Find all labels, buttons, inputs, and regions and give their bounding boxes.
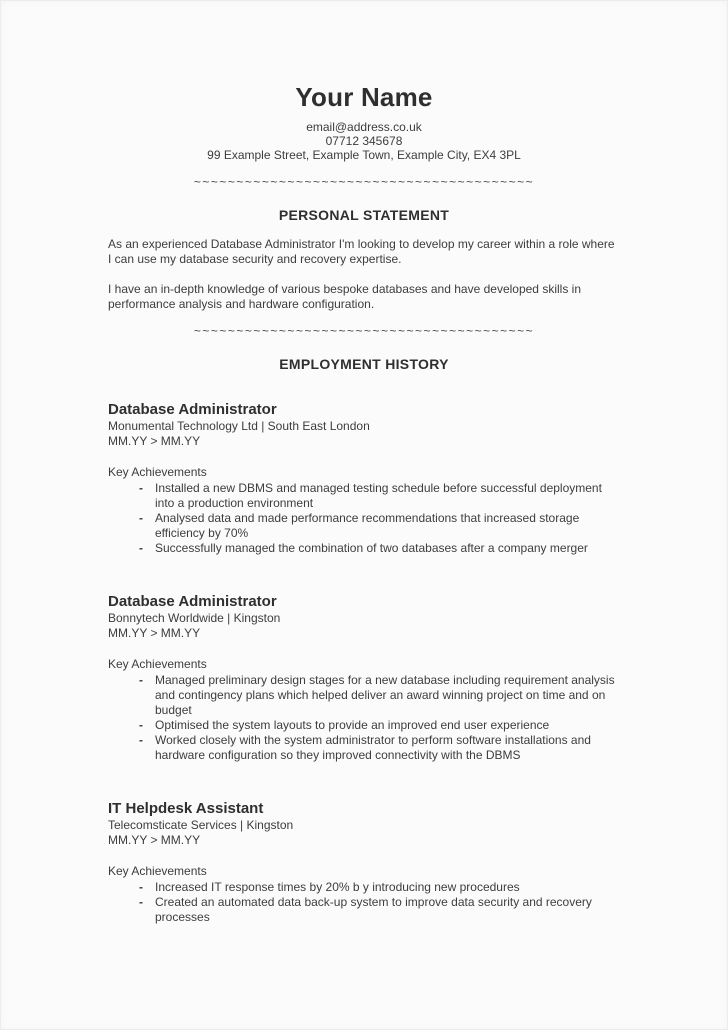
personal-statement-paragraph: I have an in-depth knowledge of various bespoke databases and have developed skills in performance analysis and hardware configuration.: [108, 282, 581, 311]
contact-address: 99 Example Street, Example Town, Example City, EX4 3PL: [207, 148, 521, 162]
name-heading: Your Name: [295, 82, 433, 112]
achievement-item: - Successfully managed the combination of two databases after a company merger: [155, 541, 620, 556]
personal-statement-paragraph: As an experienced Database Administrator I'm looking to develop my career within a role where I can use my database security and recovery expertise.: [108, 237, 615, 266]
job-company: Bonnytech Worldwide | Kingston: [108, 611, 281, 625]
employment-history-heading: EMPLOYMENT HISTORY: [279, 356, 449, 372]
tilde-separator: ~~~~~~~~~~~~~~~~~~~~~~~~~~~~~~~~~~~~~~~~: [193, 324, 535, 338]
achievements-label: Key Achievements: [108, 465, 207, 479]
job-dates: MM.YY > MM.YY: [108, 434, 201, 448]
job-entry: [108, 800, 620, 925]
achievements-label: Key Achievements: [108, 657, 207, 671]
contact-email: email@address.co.uk: [306, 120, 422, 134]
job-title: Database Administrator: [108, 593, 277, 610]
contact-phone: 07712 345678: [325, 134, 403, 148]
job-entry: [108, 401, 620, 556]
job-entry: [108, 593, 620, 763]
achievements-list: [108, 481, 620, 556]
job-company: Monumental Technology Ltd | South East London: [108, 419, 370, 433]
contact-block: [108, 120, 620, 162]
job-dates: MM.YY > MM.YY: [108, 626, 201, 640]
achievement-item: - Optimised the system layouts to provide an improved end user experience: [155, 718, 620, 733]
achievements-list: [108, 880, 620, 925]
achievement-item: - Managed preliminary design stages for a new database including requirement analysis and contingency plans which helped deliver an award winning project on time and on budget: [155, 673, 620, 718]
achievement-item: - Analysed data and made performance recommendations that increased storage efficiency by 70%: [155, 511, 620, 541]
achievement-item: - Worked closely with the system administrator to perform software installations and hardware configuration so they improved connectivity with the DBMS: [155, 733, 620, 763]
achievement-item: - Created an automated data back-up system to improve data security and recovery processes: [155, 895, 620, 925]
job-title: Database Administrator: [108, 401, 277, 418]
job-dates: MM.YY > MM.YY: [108, 833, 201, 847]
personal-statement-heading: PERSONAL STATEMENT: [278, 207, 450, 223]
achievements-list: [108, 673, 620, 763]
achievement-item: - Increased IT response times by 20% b y introducing new procedures: [155, 880, 620, 895]
job-title: IT Helpdesk Assistant: [108, 800, 264, 817]
job-company: Telecomsticate Services | Kingston: [108, 818, 294, 832]
tilde-separator: ~~~~~~~~~~~~~~~~~~~~~~~~~~~~~~~~~~~~~~~~: [193, 175, 535, 189]
achievement-item: - Installed a new DBMS and managed testing schedule before successful deployment into a production environment: [155, 481, 620, 511]
achievements-label: Key Achievements: [108, 864, 207, 878]
